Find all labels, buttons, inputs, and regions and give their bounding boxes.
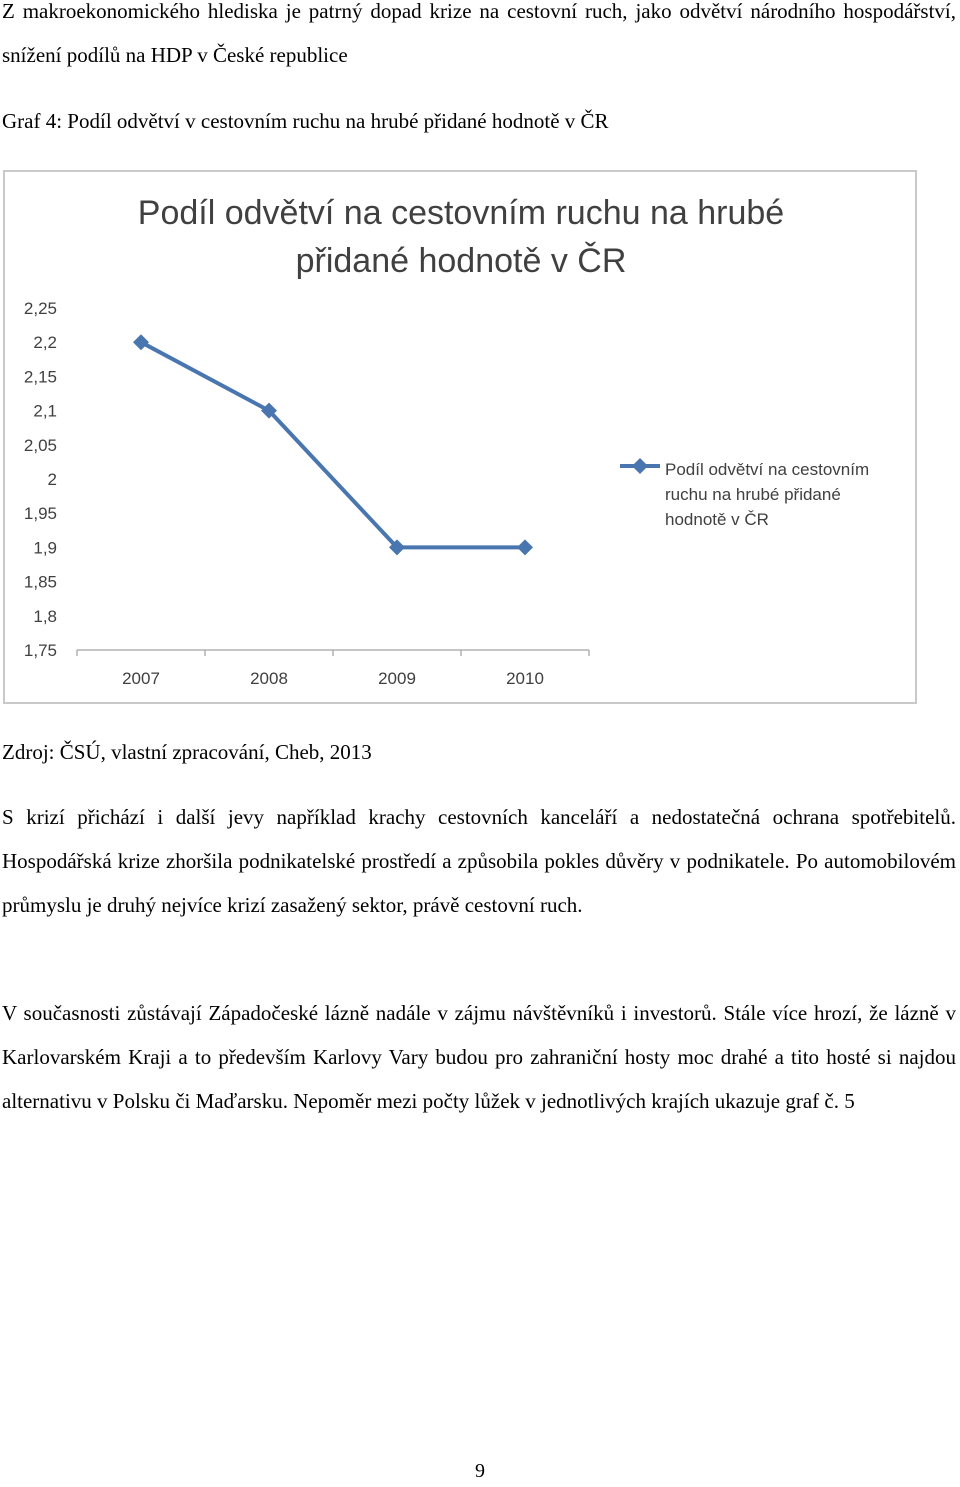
data-point-marker [517, 539, 533, 555]
x-tick-label: 2007 [122, 669, 160, 688]
y-tick-label: 2,1 [33, 401, 57, 421]
x-tick-label: 2009 [378, 669, 416, 688]
series-line [141, 342, 525, 547]
body-paragraph-1: S krizí přichází i další jevy například krachy cestovních kanceláří a nedostatečná ochrana spotřebitelů. Hospodářská krize zhoršila podnikatelské prostředí a způsobila pokles důvěry v podnikatele. Po automobilovém průmyslu je druhý nejvíce krizí zasažený sektor, právě cestovní ruch. [2, 805, 956, 917]
y-tick-label: 1,9 [33, 538, 57, 558]
legend-marker [632, 458, 648, 474]
chart-title-line1: Podíl odvětví na cestovním ruchu na hrubé [137, 194, 785, 232]
legend-label-line3: hodnotě v ČR [665, 510, 769, 529]
intro-paragraph: Z makroekonomického hlediska je patrný dopad krize na cestovní ruch, jako odvětví národního hospodářství, snížení podílů na HDP v České republice [2, 0, 956, 67]
body-paragraph-2: V současnosti zůstávají Západočeské lázně nadále v zájmu návštěvníků i investorů. Stále více hrozí, že lázně v Karlovarském Kraji a to především Karlovy Vary budou pro zahraniční hosty moc drahé a tito hosté si najdou alternativu v Polsku či Maďarsku. Nepoměr mezi počty lůžek v jednotlivých krajích ukazuje graf č. 5 [2, 1001, 956, 1113]
y-tick-label: 1,85 [23, 572, 57, 592]
y-tick-label: 2,25 [23, 299, 57, 318]
legend [620, 458, 869, 529]
y-tick-label: 2 [47, 470, 57, 489]
x-tick-label: 2010 [506, 669, 544, 688]
y-tick-label: 2,05 [23, 435, 57, 455]
y-tick-label: 2,15 [23, 367, 57, 387]
chart-title-line2: přidané hodnotě v ČR [295, 242, 627, 280]
y-tick-label: 1,8 [33, 606, 57, 626]
legend-label-line2: ruchu na hrubé přidané [665, 485, 841, 504]
y-tick-label: 1,95 [23, 504, 57, 524]
y-tick-label: 2,2 [33, 333, 57, 353]
source-note: Zdroj: ČSÚ, vlastní zpracování, Cheb, 2013 [2, 740, 372, 764]
graph-caption: Graf 4: Podíl odvětví v cestovním ruchu na hrubé přidané hodnotě v ČR [2, 109, 609, 133]
legend-label-line1: Podíl odvětví na cestovním [665, 460, 870, 479]
page-number: 9 [475, 1460, 485, 1482]
line-chart [3, 170, 917, 704]
y-tick-label: 1,75 [23, 641, 57, 660]
x-tick-label: 2008 [250, 669, 288, 688]
data-point-marker [133, 334, 149, 350]
